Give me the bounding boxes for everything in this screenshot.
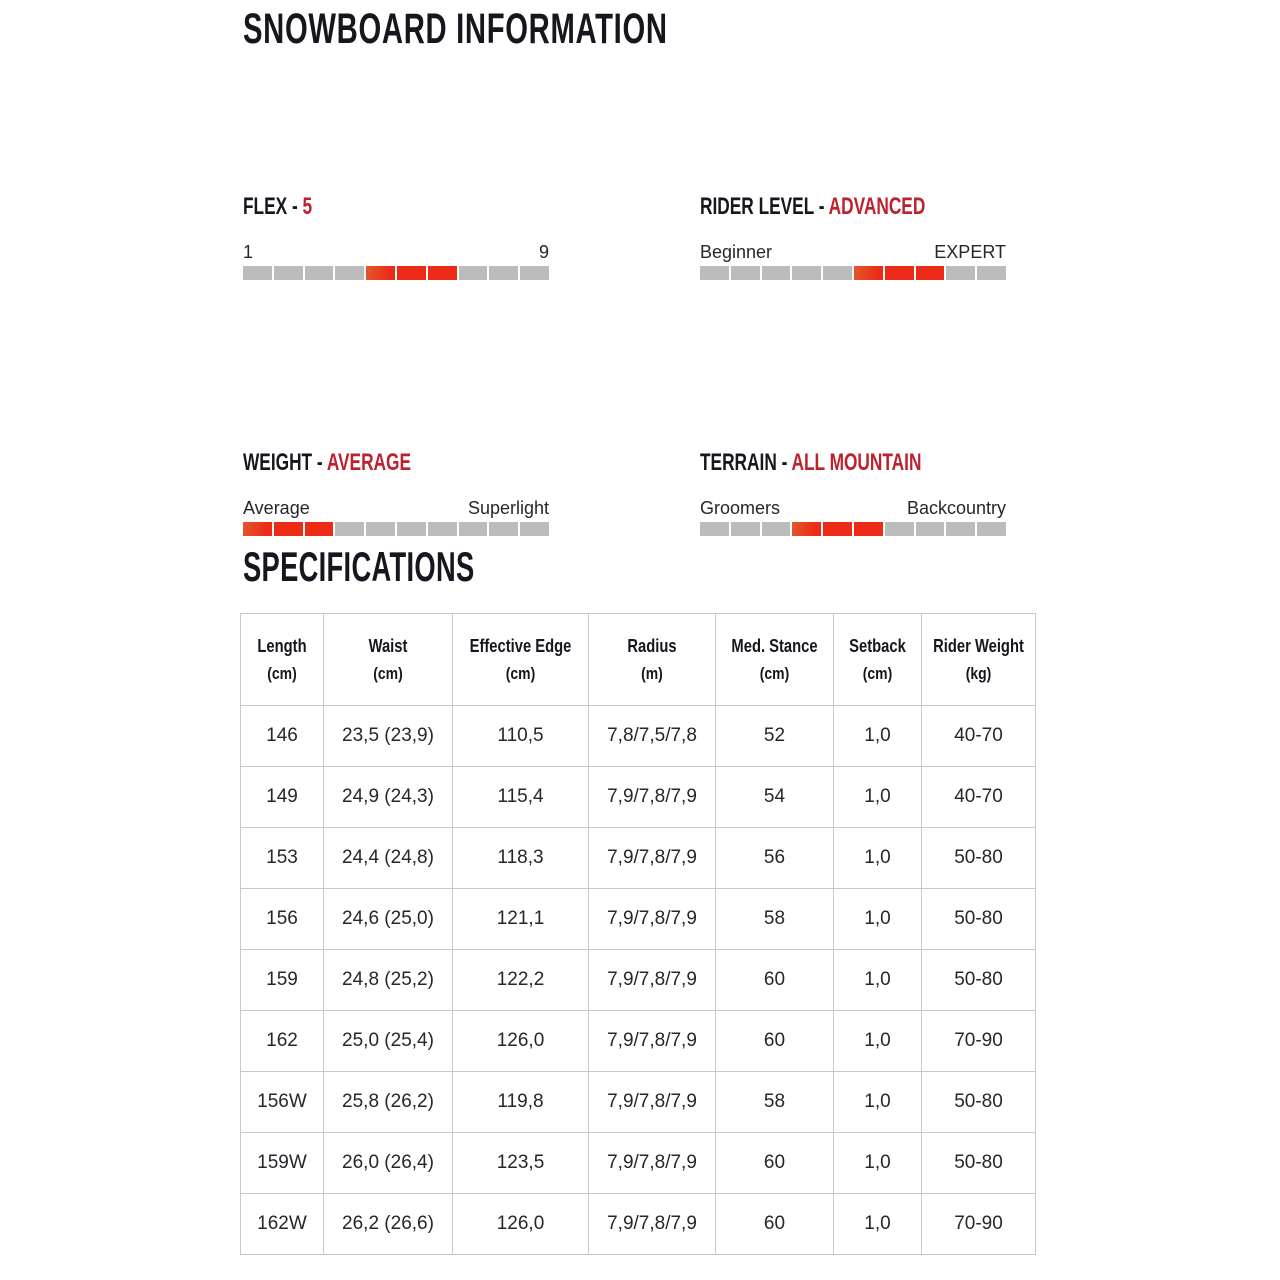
table-cell: 1,0	[834, 1072, 922, 1133]
table-row	[241, 950, 1036, 1011]
table-cell: 1,0	[834, 889, 922, 950]
column-unit: (cm)	[505, 664, 536, 683]
meter-segment	[366, 266, 395, 280]
weight-scale-labels	[243, 497, 549, 519]
table-row	[241, 1072, 1036, 1133]
rider-level-meter	[700, 194, 1006, 280]
specifications-table	[240, 613, 1036, 1255]
table-cell: 149	[241, 767, 324, 828]
terrain-heading	[700, 450, 920, 476]
table-cell: 119,8	[453, 1072, 589, 1133]
table-cell: 7,8/7,5/7,8	[589, 706, 716, 767]
table-cell: 1,0	[834, 1133, 922, 1194]
spec-column-header	[241, 614, 324, 706]
meter-segment	[428, 266, 457, 280]
meter-segment	[243, 266, 272, 280]
meter-segment	[885, 266, 914, 280]
meter-label: RIDER LEVEL	[700, 193, 814, 220]
meter-segment	[823, 266, 852, 280]
scale-min-label: Groomers	[700, 498, 781, 518]
table-cell: 23,5 (23,9)	[324, 706, 453, 767]
meter-segment	[459, 522, 488, 536]
meter-bar	[243, 266, 549, 280]
scale-max-label: Backcountry	[906, 498, 1006, 518]
meter-segment	[792, 266, 821, 280]
column-label: Rider Weight	[933, 636, 1024, 656]
column-label: Length	[257, 636, 307, 656]
flex-scale-labels	[243, 241, 549, 263]
scale-max-label: 9	[538, 242, 549, 262]
table-cell: 25,8 (26,2)	[324, 1072, 453, 1133]
meter-separator: -	[287, 193, 303, 220]
table-cell: 115,4	[453, 767, 589, 828]
meter-segment	[762, 266, 791, 280]
meter-value: AVERAGE	[326, 449, 412, 476]
spec-column-header	[324, 614, 453, 706]
meter-segment	[700, 522, 729, 536]
meter-separator: -	[813, 193, 829, 220]
column-label: Effective Edge	[469, 636, 572, 656]
meter-label: TERRAIN	[700, 449, 777, 476]
flex-heading	[243, 194, 463, 220]
table-cell: 156	[241, 889, 324, 950]
table-cell: 7,9/7,8/7,9	[589, 1072, 716, 1133]
meter-segment	[428, 522, 457, 536]
meter-segment	[459, 266, 488, 280]
meter-segment	[916, 266, 945, 280]
meter-segment	[731, 522, 760, 536]
scale-min-label: Beginner	[700, 242, 773, 262]
column-unit: (kg)	[965, 664, 992, 683]
meter-segment	[520, 266, 549, 280]
table-cell: 60	[716, 950, 834, 1011]
column-unit: (cm)	[267, 664, 297, 683]
table-cell: 7,9/7,8/7,9	[589, 828, 716, 889]
weight-meter	[243, 450, 549, 536]
table-cell: 26,2 (26,6)	[324, 1194, 453, 1255]
table-cell: 7,9/7,8/7,9	[589, 767, 716, 828]
meter-segment	[305, 522, 334, 536]
meter-bar	[700, 522, 1006, 536]
table-cell: 162	[241, 1011, 324, 1072]
table-cell: 26,0 (26,4)	[324, 1133, 453, 1194]
table-cell: 159	[241, 950, 324, 1011]
column-label: Waist	[368, 636, 408, 656]
meter-segment	[977, 266, 1006, 280]
meter-segment	[946, 522, 975, 536]
meter-segment	[489, 522, 518, 536]
meter-segment	[397, 266, 426, 280]
table-cell: 7,9/7,8/7,9	[589, 889, 716, 950]
scale-min-label: 1	[243, 242, 254, 262]
meter-segment	[520, 522, 549, 536]
column-unit: (cm)	[759, 664, 790, 683]
table-cell: 24,9 (24,3)	[324, 767, 453, 828]
table-cell: 70-90	[922, 1011, 1036, 1072]
table-cell: 1,0	[834, 1011, 922, 1072]
column-unit: (m)	[641, 664, 663, 683]
meter-label: FLEX	[243, 193, 288, 220]
spec-header-row	[241, 614, 1036, 706]
table-cell: 50-80	[922, 1133, 1036, 1194]
table-cell: 118,3	[453, 828, 589, 889]
table-cell: 7,9/7,8/7,9	[589, 1194, 716, 1255]
table-row	[241, 767, 1036, 828]
table-cell: 153	[241, 828, 324, 889]
meter-segment	[489, 266, 518, 280]
table-cell: 54	[716, 767, 834, 828]
spec-column-header	[922, 614, 1036, 706]
column-unit: (cm)	[862, 664, 893, 683]
table-row	[241, 1133, 1036, 1194]
table-row	[241, 706, 1036, 767]
meter-segment	[946, 266, 975, 280]
column-unit: (cm)	[373, 664, 403, 683]
table-cell: 50-80	[922, 950, 1036, 1011]
page-title: SNOWBOARD INFORMATION	[243, 5, 668, 53]
meter-segment	[305, 266, 334, 280]
table-cell: 1,0	[834, 1194, 922, 1255]
rider-level-heading	[700, 193, 926, 220]
table-cell: 126,0	[453, 1011, 589, 1072]
table-cell: 24,8 (25,2)	[324, 950, 453, 1011]
table-cell: 40-70	[922, 706, 1036, 767]
table-cell: 146	[241, 706, 324, 767]
table-cell: 7,9/7,8/7,9	[589, 1011, 716, 1072]
terrain-scale-labels	[700, 497, 1006, 519]
spec-table-body	[241, 706, 1036, 1255]
meter-value: 5	[302, 193, 313, 220]
meter-value: ALL MOUNTAIN	[791, 449, 922, 476]
table-cell: 1,0	[834, 950, 922, 1011]
meter-segment	[762, 522, 791, 536]
table-cell: 162W	[241, 1194, 324, 1255]
table-cell: 50-80	[922, 828, 1036, 889]
meter-segment	[823, 522, 852, 536]
table-cell: 58	[716, 889, 834, 950]
meter-segment	[335, 266, 364, 280]
meter-segment	[916, 522, 945, 536]
specifications-title: SPECIFICATIONS	[243, 543, 475, 590]
meter-segment	[854, 522, 883, 536]
table-cell: 110,5	[453, 706, 589, 767]
table-row	[241, 889, 1036, 950]
meter-separator: -	[312, 449, 327, 476]
table-cell: 123,5	[453, 1133, 589, 1194]
column-label: Setback	[849, 636, 906, 656]
table-cell: 70-90	[922, 1194, 1036, 1255]
meter-segment	[731, 266, 760, 280]
meter-segment	[792, 522, 821, 536]
flex-meter	[243, 194, 549, 280]
table-cell: 126,0	[453, 1194, 589, 1255]
meter-segment	[274, 522, 303, 536]
table-row	[241, 1011, 1036, 1072]
table-cell: 52	[716, 706, 834, 767]
table-cell: 7,9/7,8/7,9	[589, 950, 716, 1011]
spec-column-header	[453, 614, 589, 706]
table-cell: 7,9/7,8/7,9	[589, 1133, 716, 1194]
spec-column-header	[716, 614, 834, 706]
meter-segment	[243, 522, 272, 536]
meter-segment	[335, 522, 364, 536]
spec-column-header	[834, 614, 922, 706]
table-cell: 56	[716, 828, 834, 889]
table-cell: 24,4 (24,8)	[324, 828, 453, 889]
meter-segment	[854, 266, 883, 280]
table-cell: 156W	[241, 1072, 324, 1133]
rider-level-scale-labels	[700, 241, 1006, 263]
table-cell: 60	[716, 1194, 834, 1255]
spec-column-header	[589, 614, 716, 706]
table-cell: 40-70	[922, 767, 1036, 828]
column-label: Med. Stance	[731, 636, 818, 656]
meter-bar	[700, 266, 1006, 280]
meter-value: ADVANCED	[828, 193, 926, 220]
table-cell: 1,0	[834, 828, 922, 889]
meter-bar	[243, 522, 549, 536]
scale-min-label: Average	[243, 498, 310, 518]
table-cell: 121,1	[453, 889, 589, 950]
column-label: Radius	[627, 636, 677, 656]
table-cell: 60	[716, 1133, 834, 1194]
table-row	[241, 1194, 1036, 1255]
meter-label: WEIGHT	[243, 449, 313, 476]
table-cell: 50-80	[922, 1072, 1036, 1133]
terrain-meter	[700, 450, 1006, 536]
scale-max-label: Superlight	[467, 498, 549, 518]
table-cell: 1,0	[834, 706, 922, 767]
meter-separator: -	[776, 449, 792, 476]
meter-segment	[397, 522, 426, 536]
meter-segment	[700, 266, 729, 280]
meter-segment	[366, 522, 395, 536]
meter-segment	[274, 266, 303, 280]
meter-segment	[885, 522, 914, 536]
table-cell: 24,6 (25,0)	[324, 889, 453, 950]
table-cell: 25,0 (25,4)	[324, 1011, 453, 1072]
table-cell: 60	[716, 1011, 834, 1072]
table-cell: 159W	[241, 1133, 324, 1194]
table-cell: 50-80	[922, 889, 1036, 950]
table-cell: 1,0	[834, 767, 922, 828]
table-cell: 122,2	[453, 950, 589, 1011]
weight-heading	[243, 450, 463, 476]
table-cell: 58	[716, 1072, 834, 1133]
scale-max-label: EXPERT	[934, 242, 1006, 262]
meter-segment	[977, 522, 1006, 536]
table-row	[241, 828, 1036, 889]
